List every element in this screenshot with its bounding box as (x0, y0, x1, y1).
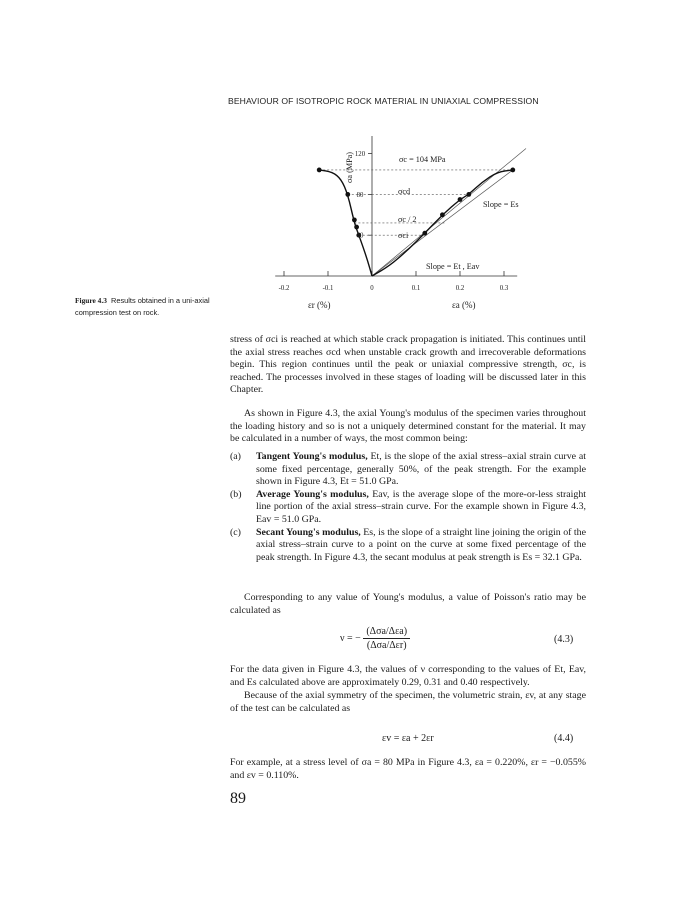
running-header: BEHAVIOUR OF ISOTROPIC ROCK MATERIAL IN UNIAXIAL COMPRESSION (228, 96, 539, 106)
data-point (352, 218, 357, 223)
paragraph-5: Because of the axial symmetry of the specimen, the volumetric strain, εv, at any stage of the test can be calculated as (230, 690, 586, 714)
annotation-slope-et: Slope = Et , Eav (426, 262, 480, 271)
data-point (458, 197, 463, 202)
equation-number-4-4: (4.4) (554, 733, 574, 744)
x-tick-label: 0 (370, 285, 374, 292)
annotation-sigma-ci: σci (398, 231, 409, 240)
paragraph-1: stress of σci is reached at which stable crack propagation is initiated. This continues until the axial stress reaches σcd when unstable crack growth and irrecoverable deformations begin. This region continues until the peak or uniaxial compressive strength, σc, is reached. The processes involved in these stages of loading will be discussed later in this Chapter. (230, 334, 586, 396)
x-tick-label: -0.2 (278, 285, 290, 292)
slope-line (372, 149, 526, 277)
annotation-sigma-c-half: σc / 2 (398, 215, 417, 224)
data-point (422, 231, 427, 236)
paragraph-2: As shown in Figure 4.3, the axial Young's modulus of the specimen varies throughout the loading history and so is not a uniquely determined constant for the material. It may be calculated in a number of ways, the most common being: (230, 408, 586, 445)
x-right-label: εa (%) (452, 300, 476, 310)
annotation-sigma-c: σc = 104 MPa (399, 155, 446, 164)
x-left-label: εr (%) (308, 300, 331, 310)
equation-4-4: εv = εa + 2εr (382, 733, 434, 744)
x-tick-label: 0.3 (499, 285, 509, 292)
caption-text: Results obtained in a uni-axial compression test on rock. (75, 296, 210, 317)
modulus-list (230, 451, 586, 564)
data-point (466, 192, 471, 197)
figure-caption (75, 295, 225, 319)
paragraph-3: Corresponding to any value of Young's modulus, a value of Poisson's ratio may be calculated as (230, 592, 586, 616)
data-point (345, 192, 350, 197)
data-point (317, 168, 322, 173)
list-item-b: (b) Average Young's modulus, Eav, is the average slope of the more-or-less straight line portion of the axial stress–strain curve. For the example shown in Figure 4.3, Eav = 51.0 GPa. (230, 488, 586, 525)
paragraph-6: For example, at a stress level of σa = 80 MPa in Figure 4.3, εa = 0.220%, εr = −0.055% and εv = 0.110%. (230, 757, 586, 781)
list-item-c: (c) Secant Young's modulus, Es, is the slope of a straight line joining the origin of the axial stress–strain curve to a point on the curve at some fixed percentage of the peak strength. In Figure 4.3, the secant modulus at peak strength is Es = 32.1 GPa. (230, 526, 586, 563)
data-point (510, 168, 515, 173)
y-tick-label: 120 (354, 151, 366, 159)
y-axis-label: σa (MPa) (345, 151, 354, 183)
y-tick-label: 40 (356, 232, 364, 240)
paragraph-4: For the data given in Figure 4.3, the values of ν corresponding to the values of Et, Eav, and Es calculated above are approximately 0.29, 0.31 and 0.40 respectively. (230, 664, 586, 688)
list-item-a: (a) Tangent Young's modulus, Et, is the slope of the axial stress–axial strain curve at some fixed percentage, generally 50%, of the peak strength. For the example shown in Figure 4.3, Et = 51.0 GPa. (230, 451, 586, 488)
annotation-slope-es: Slope = Es (483, 200, 519, 209)
x-tick-label: 0.2 (455, 285, 465, 292)
page-number: 89 (230, 790, 246, 807)
data-point (354, 225, 359, 230)
slope-line (372, 170, 513, 276)
data-point (440, 212, 445, 217)
equation-4-3: ν = − $\frac{\text{(Δσa/Δεa)}}{\text{(Δσa/Δεr)}}$ (340, 626, 410, 651)
y-tick-label: 80 (356, 191, 364, 199)
annotation-sigma-cd: σcd (398, 187, 411, 196)
x-tick-label: 0.1 (411, 285, 421, 292)
x-tick-label: -0.1 (322, 285, 334, 292)
caption-label: Figure 4.3 (75, 296, 107, 305)
equation-number-4-3: (4.3) (554, 634, 574, 645)
figure-4-3-chart (272, 128, 572, 310)
